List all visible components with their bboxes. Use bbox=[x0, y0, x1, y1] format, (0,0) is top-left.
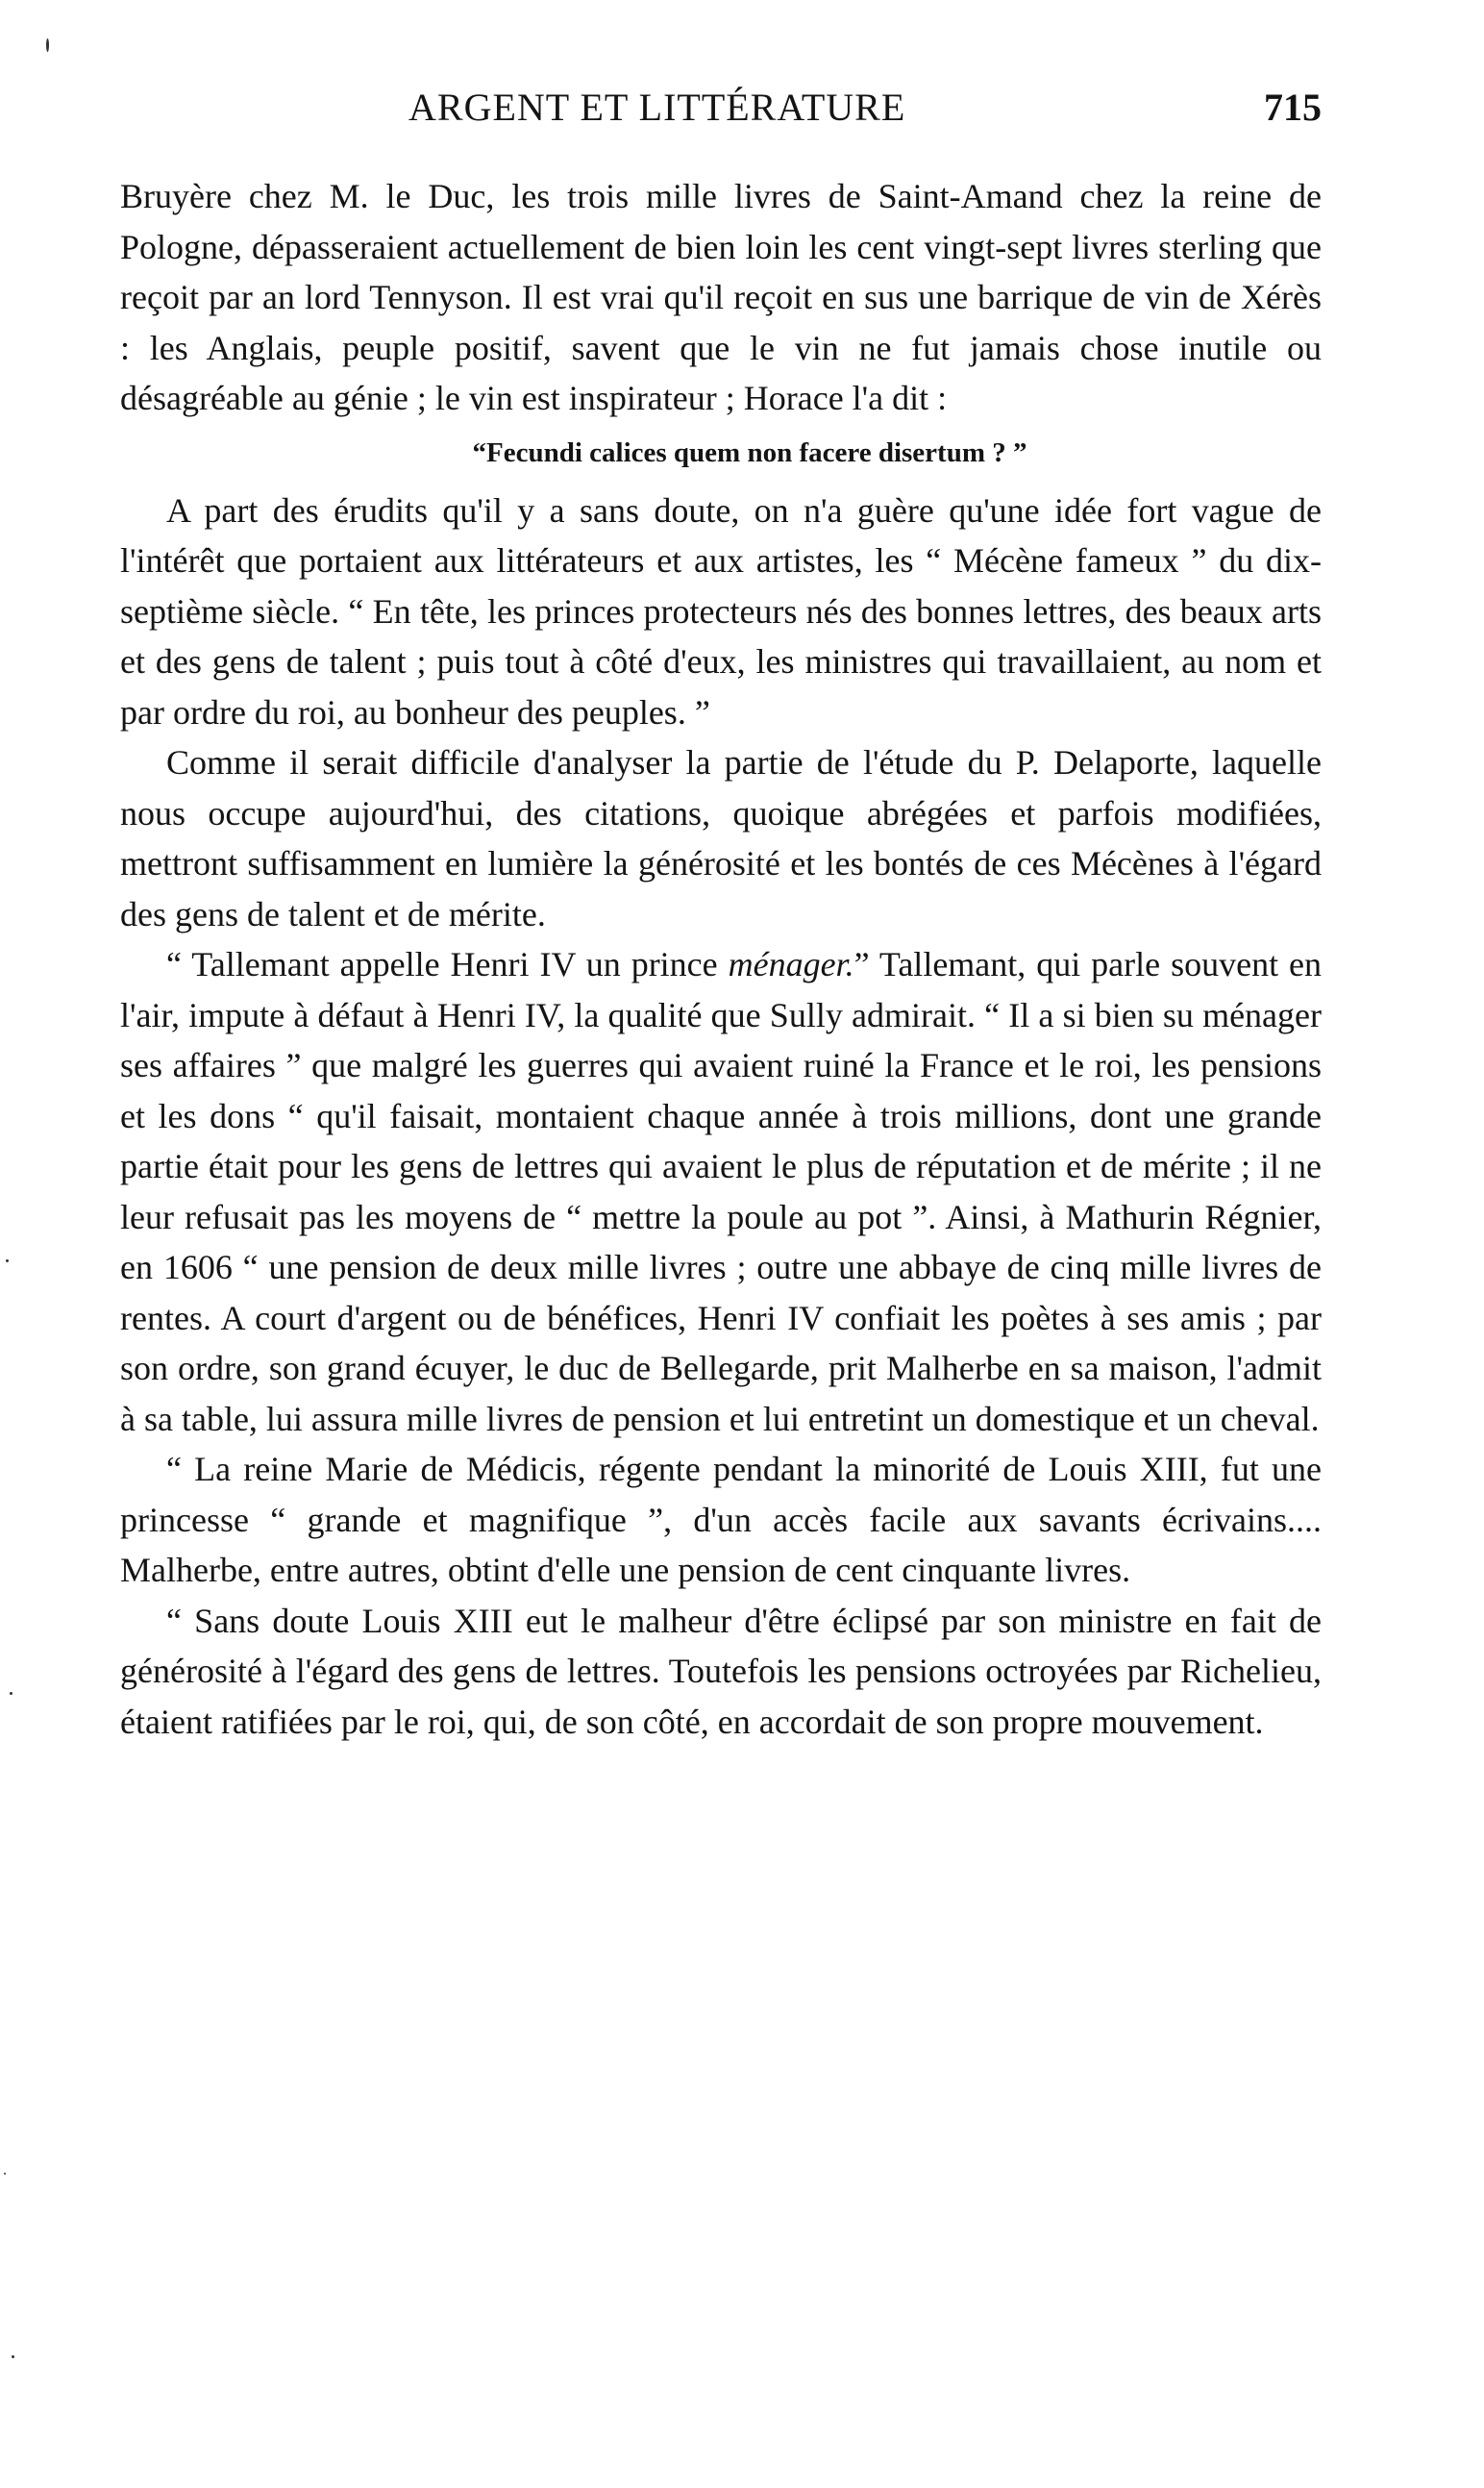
paragraph-1 bbox=[120, 171, 1322, 424]
paragraph-1-text: Bruyère chez M. le Duc, les trois mille livres de Saint-Amand chez la reine de Pologne, dépasseraient actuellement de bien loin les cent vingt-sept livres sterling que reçoit par an lord Tennyson. Il est vrai qu'il reçoit en sus une barrique de vin de Xérès : les Anglais, peuple positif, savent que le vin ne fut jamais chose inutile ou désagréable au génie ; le vin est inspirateur ; Horace l'a dit : bbox=[120, 177, 1322, 417]
scan-speck bbox=[6, 1259, 9, 1262]
paragraph-3-text: Comme il serait difficile d'analyser la partie de l'étude du P. Delaporte, laquelle nous occupe aujourd'hui, des citations, quoique abrégées et parfois modifiées, mettront suffisamment en lumière la générosité et les bontés de ces Mécènes à l'égard des gens de talent et de mérite. bbox=[120, 743, 1322, 933]
running-title: ARGENT ET LITTÉRATURE bbox=[408, 86, 906, 129]
paragraph-6 bbox=[120, 1596, 1322, 1748]
body-text bbox=[120, 171, 1322, 1747]
paragraph-4-text-b: ” Tallemant, qui parle souvent en l'air, impute à défaut à Henri IV, la qualité que Sully admirait. “ Il a si bien su ménager ses affaires ” que malgré les guerres qui avaient ruiné la France et le roi, les pensions et les dons “ qu'il faisait, montaient chaque année à trois millions, dont une grande partie était pour les gens de lettres qui avaient le plus de réputation et de mérite ; il ne leur refusait pas les moyens de “ mettre la poule au pot ”. Ainsi, à Mathurin Régnier, en 1606 “ une pension de deux mille livres ; outre une abbaye de cinq mille livres de rentes. A court d'argent ou de bénéfices, Henri IV confiait les poètes à ses amis ; par son ordre, son grand écuyer, le duc de Bellegarde, prit Malherbe en sa maison, l'admit à sa table, lui assura mille livres de pension et lui entretint un domestique et un cheval. bbox=[120, 945, 1322, 1438]
paragraph-4-italic: ménager. bbox=[728, 945, 854, 983]
paragraph-6-text: “ Sans doute Louis XIII eut le malheur d'être éclipsé par son ministre en fait de générosité à l'égard des gens de lettres. Toutefois les pensions octroyées par Richelieu, étaient ratifiées par le roi, qui, de son côté, en accordait de son propre mouvement. bbox=[120, 1601, 1322, 1741]
scan-speck bbox=[4, 2173, 6, 2175]
scan-speck bbox=[12, 2355, 14, 2358]
paragraph-3 bbox=[120, 737, 1322, 939]
page-header bbox=[120, 79, 1322, 137]
paragraph-5 bbox=[120, 1444, 1322, 1596]
paragraph-2 bbox=[120, 485, 1322, 738]
latin-quote: “Fecundi calices quem non facere disertum ? ” bbox=[472, 436, 1027, 468]
paragraph-4-text-a: “ Tallemant appelle Henri IV un prince bbox=[166, 945, 729, 983]
scan-speck bbox=[10, 1692, 12, 1695]
paragraph-5-text: “ La reine Marie de Médicis, régente pendant la minorité de Louis XIII, fut une princesse “ grande et magnifique ”, d'un accès facile aux savants écrivains.... Malherbe, entre autres, obtint d'elle une pension de cent cinquante livres. bbox=[120, 1450, 1322, 1589]
paragraph-4 bbox=[120, 939, 1322, 1444]
paragraph-2-text: A part des érudits qu'il y a sans doute, on n'a guère qu'une idée fort vague de l'intérêt que portaient aux littérateurs et aux artistes, les “ Mécène fameux ” du dix-septième siècle. “ En tête, les princes protecteurs nés des bonnes lettres, des beaux arts et des gens de talent ; puis tout à côté d'eux, les ministres qui travaillaient, au nom et par ordre du roi, au bonheur des peuples. ” bbox=[120, 490, 1322, 732]
page-number: 715 bbox=[1264, 86, 1322, 129]
scan-speck bbox=[46, 38, 49, 52]
